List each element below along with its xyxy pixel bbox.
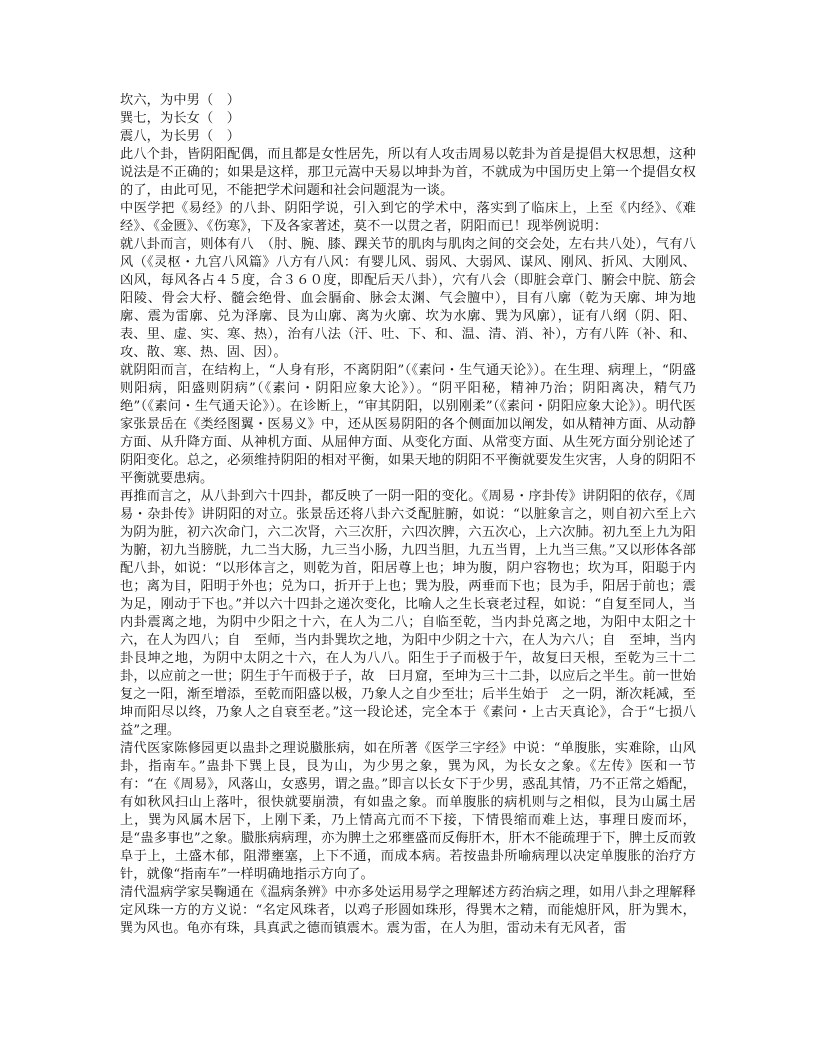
paragraph-chen-xiuyuan: 清代医家陈修园更以蛊卦之理说臌胀病，如在所著《医学三字经》中说：“单腹胀，实难除，山风卦，指南车。”蛊卦下巽上艮，艮为山，为少男之象，巽为风，为长女之象。《左传》医和一节有：“在《周易》，风落山，女惑男，谓之蛊。”即言以长女下于少男，惑乱其情，乃不正常之婚配，有如秋风扫山上落叶，很快就要崩溃，有如蛊之象。而单腹胀的病机则与之相似，艮为山属土居上，巽为风属木居下，上刚下柔，乃上情高亢而不下接，下情畏缩而难上达，事理日废而坏，是“蛊多事也”之象。臌胀病病理，亦为脾土之邪壅盛而反侮肝木，肝木不能疏理于下，脾土反而敦阜于上，土盛木郁，阻滞壅塞，上下不通，而成本病。若按蛊卦所喻病理以决定单腹胀的治疗方针，就像“指南车”一样明确地指示方向了。 xyxy=(120,741,696,882)
paragraph-sixty-four-hexagrams: 再推而言之，从八卦到六十四卦，都反映了一阴一阳的变化。《周易・序卦传》讲阴阳的依存，《周易・杂卦传》讲阴阳的对立。张景岳还将八卦六爻配脏腑，如说：“以脏象言之，则自初六至上六为阴为脏，初六次命门，六二次肾，六三次肝，六四次脾，六五次心，上六次肺。初九至上九为阳为腑，初九当膀胱，九二当大肠，九三当小肠，九四当胆，九五当胃，上九当三焦。”又以形体各部配八卦，如说：“以形体言之，则乾为首，阳居尊上也；坤为腹，阴户容物也；坎为耳，阳聪于内也；离为目，阳明于外也；兑为口，折开于上也；巽为股，两垂而下也；艮为手，阳居于前也；震为足，刚动于下也。”并以六十四卦之递次变化，比喻人之生长衰老过程，如说：“自复至同人，当内卦震离之地，为阴中少阳之十六，在人为二八；自临至乾，当内卦兑离之地，为阳中太阳之十六，在人为四八；自 至师，当内卦巽坎之地，为阳中少阴之十六，在人为六八；自 至坤，当内卦艮坤之地，为阴中太阴之十六，在人为八八。阳生于子而极于午，故复曰天根，至乾为三十二卦，以应前之一世；阴生于午而极于子，故 曰月窟，至坤为三十二卦，以应后之半生。前一世始复之一阳，渐至增添，至乾而阳盛以极，乃象人之自少至壮；后半生始于 之一阴，渐次耗减，至坤而阳尽以终，乃象人之自衰至老。”这一段论述，完全本于《素问・上古天真论》，合于“七损八益”之理。 xyxy=(120,489,696,738)
paragraph-yin-yang: 就阴阳而言，在结构上，“人身有形，不离阴阳”（《素问・生气通天论》）。在生理、病理上，“阴盛则阳病，阳盛则阴病”（《素问・阴阳应象大论》）。“阴平阳秘，精神乃治；阴阳离决，精气乃绝”（《素问・生气通天论》）。在诊断上，“审其阴阳，以别刚柔”（《素问・阴阳应象大论》）。明代医家张景岳在《类经图翼・医易义》中，还从医易阴阳的各个侧面加以阐发，如从精神方面、从动静方面、从升降方面、从神机方面、从屈伸方面、从变化方面、从常变方面、从生死方面分别论述了阴阳变化。总之，必须维持阴阳的相对平衡，如果天地的阴阳不平衡就要发生灾害，人身的阴阳不平衡就要患病。 xyxy=(120,363,696,486)
trigram-line-kan: 坎六，为中男（ ） xyxy=(120,93,241,108)
trigram-line-xun: 巽七，为长女（ ） xyxy=(120,111,241,126)
paragraph-gender-order: 此八个卦，皆阴阳配偶，而且都是女性居先，所以有人攻击周易以乾卦为首是提倡大权思想，这种说法是不正确的；如果是这样，那卫元嵩中天易以坤卦为首，不就成为中国历史上第一个提倡女权的了，由此可见，不能把学术问题和社会问题混为一谈。 xyxy=(120,147,696,198)
paragraph-wu-jutong: 清代温病学家吴鞠通在《温病条辨》中亦多处运用易学之理解述方药治病之理，如用八卦之理解释定风珠一方的方义说：“名定风珠者，以鸡子形圆如珠形，得巽木之精，而能熄肝风，肝为巽木，巽为风也。龟亦有珠，具真武之德而镇震木。震为雷，在人为胆，雷动未有无风者，雷 xyxy=(120,885,696,936)
paragraph-tcm-intro: 中医学把《易经》的八卦、阴阳学说，引入到它的学术中，落实到了临床上，上至《内经》、《难经》、《金匮》、《伤寒》，下及各家著述，莫不一以贯之者，阴阳而已！现举例说明： xyxy=(120,201,696,234)
paragraph-eight-trigrams: 就八卦而言，则体有八 （肘、腕、膝、踝关节的肌肉与肌肉之间的交会处，左右共八处），气有八风（《灵枢・九宫八风篇》八方有八风：有婴儿风、弱风、大弱风、谋风、刚风、折风、大刚风、凶风，每风各占４５度，合３６０度，即配后天八卦），穴有八会（即脏会章门、腑会中脘、筋会阳陵、骨会大杼、髓会绝骨、血会膈俞、脉会太渊、气会膻中），目有八廓（乾为天廓、坤为地廓、震为雷廓、兑为泽廓、艮为山廓、离为火廓、坎为水廓、巽为风廓），证有八纲（阴、阳、表、里、虚、实、寒、热），治有八法（汗、吐、下、和、温、清、消、补），方有八阵（补、和、攻、散、寒、热、固、因）。 xyxy=(120,237,696,360)
document-page xyxy=(120,92,696,938)
trigram-line-zhen: 震八，为长男（ ） xyxy=(120,129,241,144)
